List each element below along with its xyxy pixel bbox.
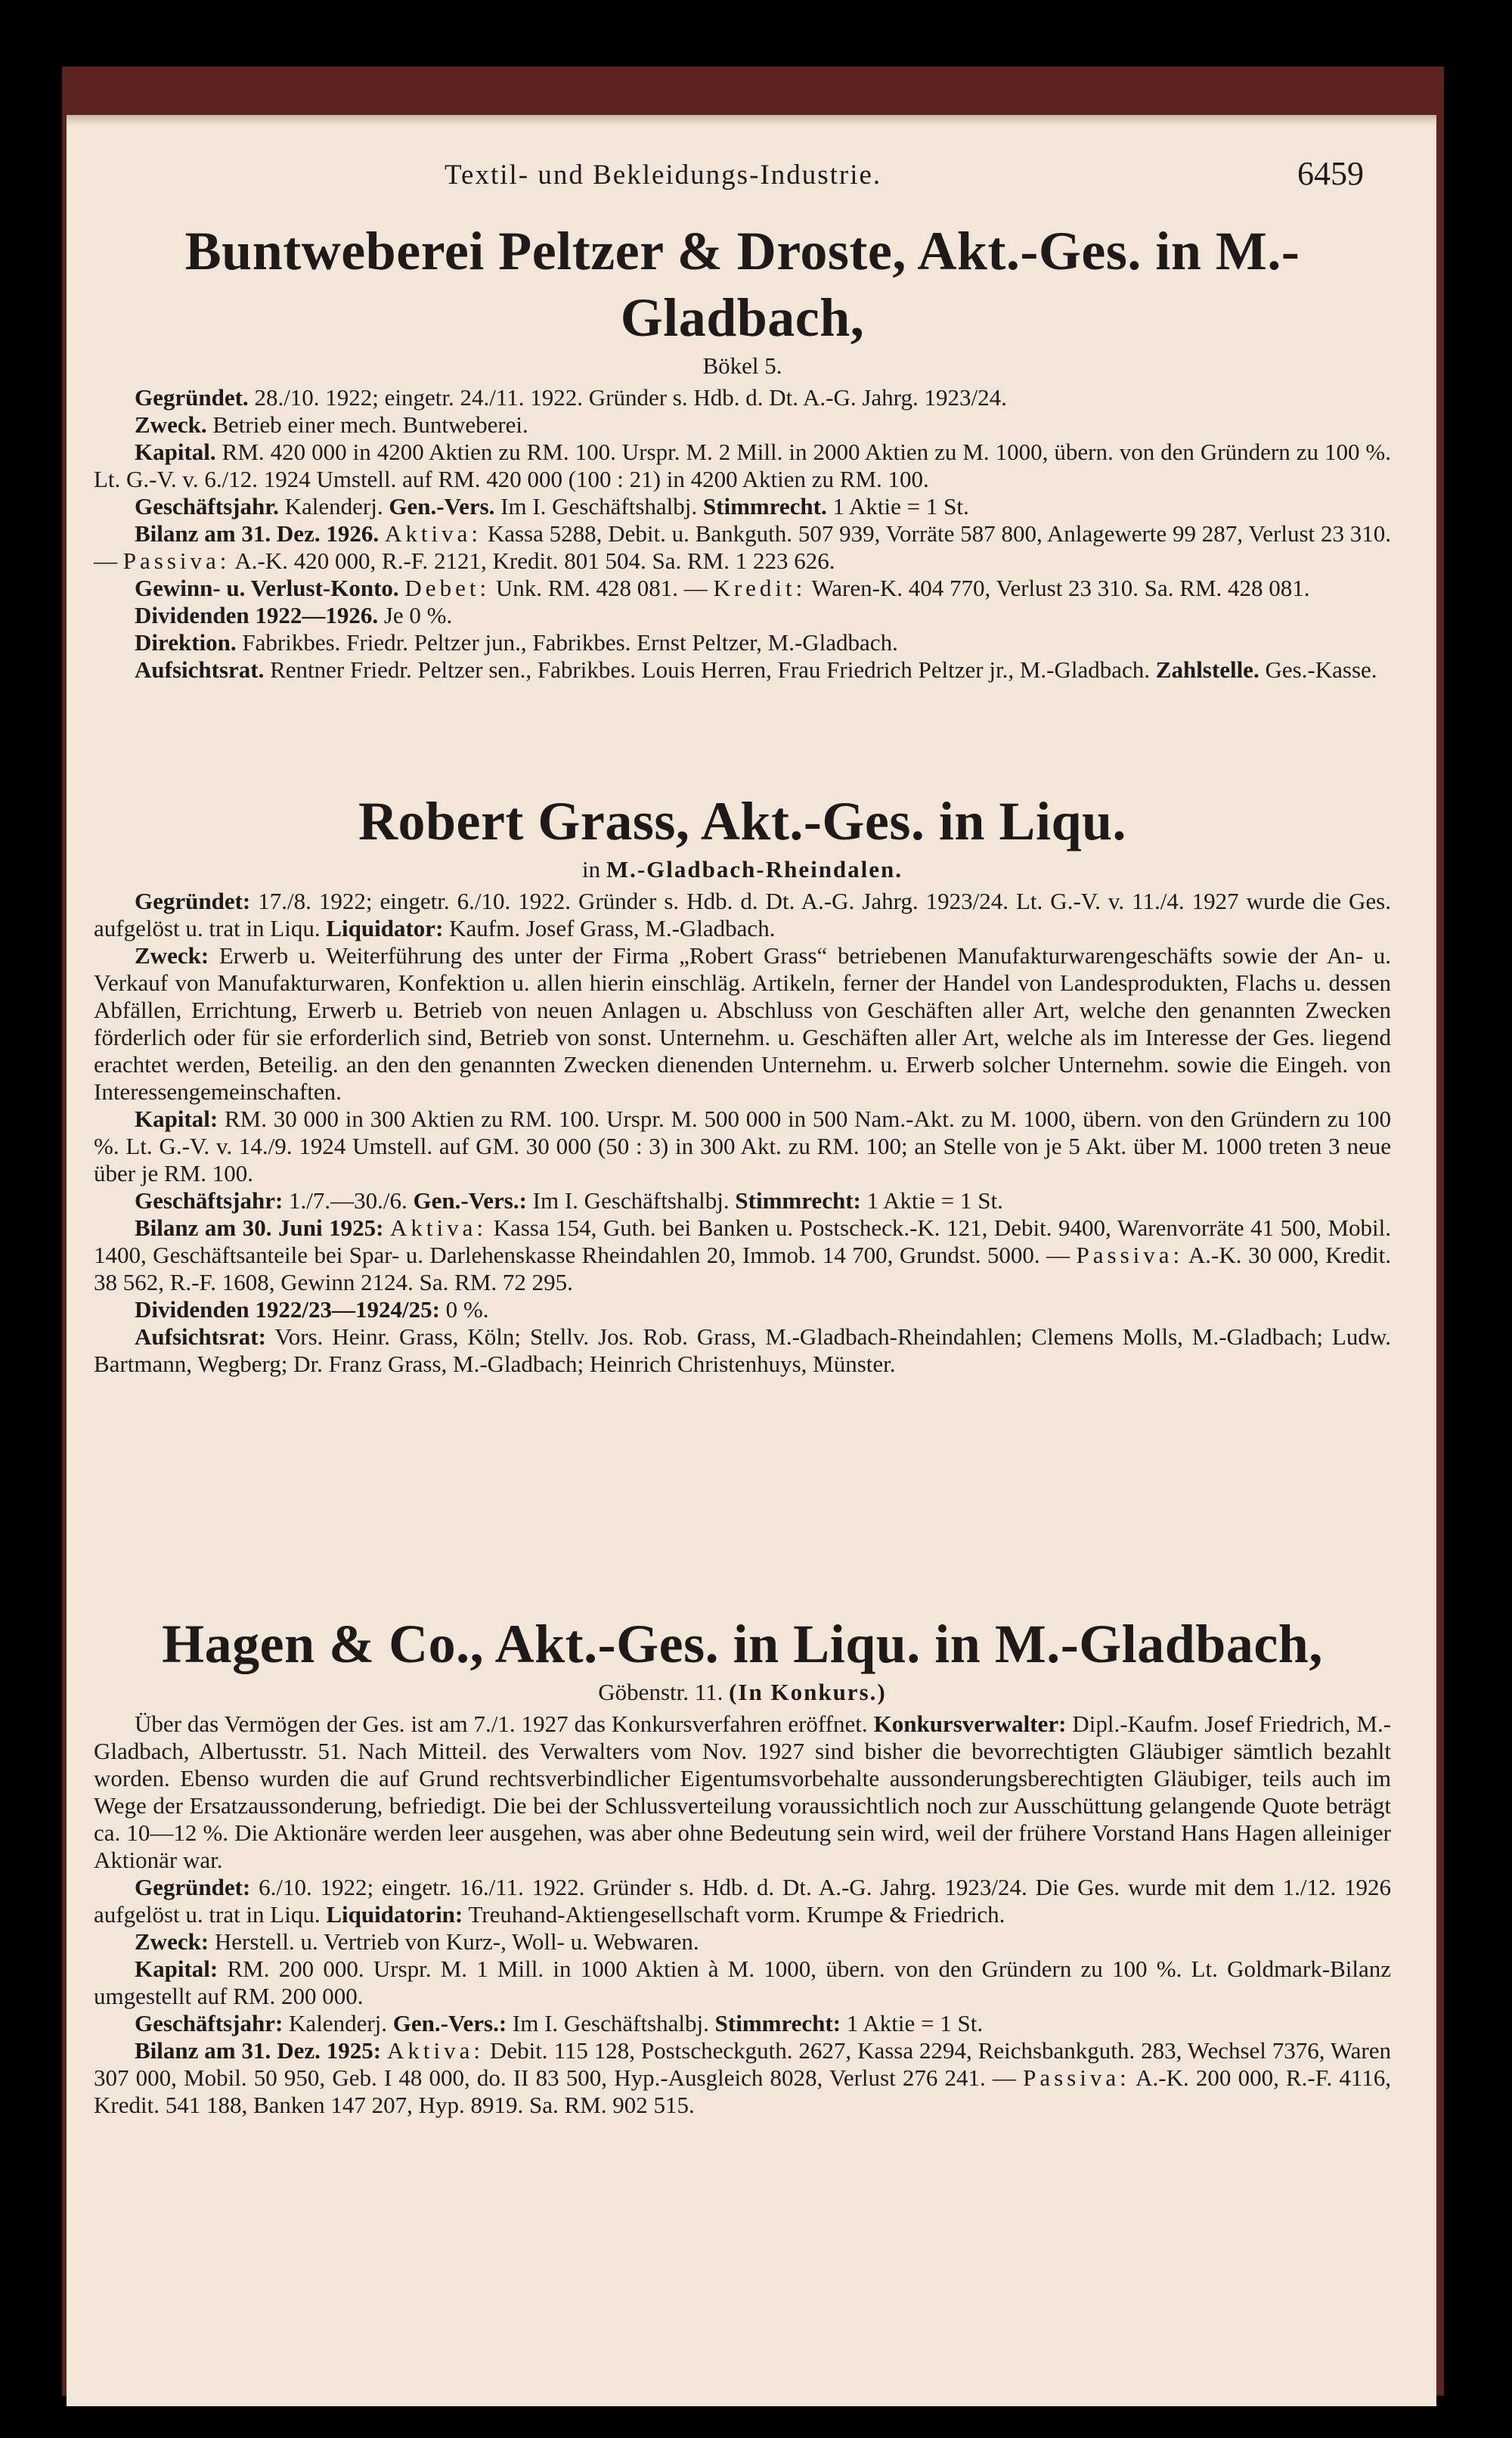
geschaeftsjahr-paragraph: Geschäftsjahr: Kalenderj. Gen.-Vers.: Im I. Geschäftshalbj. Stimmrecht: 1 Aktie = 1 St.	[135, 2010, 984, 2036]
gegruendet-paragraph: Gegründet. 28./10. 1922; eingetr. 24./11. 1922. Gründer s. Hdb. d. Dt. A.-G. Jahrg. 1923/24.	[135, 384, 1007, 411]
konkurs-badge: (In Konkurs.)	[729, 1679, 887, 1705]
company-title: Robert Grass, Akt.-Ges. in Liqu.	[358, 791, 1127, 851]
company-title: Buntweberei Peltzer & Droste, Akt.-Ges. in M.-Gladbach,	[184, 221, 1300, 348]
kapital-paragraph: Kapital: RM. 30 000 in 300 Aktien zu RM. 100. Urspr. M. 500 000 in 500 Nam.-Akt. zu M. 1000, übern. von den Gründern zu 100 %. Lt. G.-V. v. 14./9. 1924 Umstell. auf GM. 30 000 (50 : 3) in 300 Akt. zu RM. 100; an Stelle von je 5 Akt. über M. 1000 treten 3 neue über je RM. 100.	[94, 1106, 1391, 1186]
bilanz-paragraph: Bilanz am 31. Dez. 1925: Aktiva: Debit. 115 128, Postscheckguth. 2627, Kassa 2294, Reichsbankguth. 283, Wechsel 7376, Waren 307 000, Mobil. 50 950, Geb. I 48 000, do. II 83 500, Hyp.-Ausgleich 8028, Verlust 276 241. — Passiva: A.-K. 200 000, R.-F. 4116, Kredit. 541 188, Banken 147 207, Hyp. 8919. Sa. RM. 902 515.	[94, 2037, 1392, 2118]
company-address: Bökel 5.	[702, 352, 782, 379]
company-entry-robert-grass	[94, 788, 1391, 1378]
page-number: 6459	[1297, 155, 1364, 192]
company-entry-hagen-co	[94, 1611, 1391, 2119]
zweck-paragraph: Zweck: Erwerb u. Weiterführung des unter der Firma „Robert Grass“ betriebenen Manufakturwarengeschäfts sowie der An- u. Verkauf von Manufakturwaren, Konfektion u. allen hierin einschläg. Artikeln, ferner der Handel von Landesprodukten, Flachs u. dessen Abfällen, Errichtung, Erwerb u. Betrieb von neuen Anlagen u. Abschluss von Geschäften aller Art, welche den genannten Zwecken förderlich oder für sie erforderlich sind, Betrieb von sonst. Unternehm. u. Geschäften aller Art, welche als im Interesse der Ges. liegend erachtet werden, Beteilig. an den den genannten Zwecken dienenden Unternehm. u. Erwerb solcher Unternehm. sowie die Eingeh. von Interessengemeinschaften.	[94, 942, 1392, 1105]
zweck-paragraph: Zweck. Betrieb einer mech. Buntweberei.	[135, 411, 528, 438]
geschaeftsjahr-paragraph: Geschäftsjahr. Kalenderj. Gen.-Vers. Im I. Geschäftshalbj. Stimmrecht. 1 Aktie = 1 St.	[135, 493, 969, 520]
company-address: Göbenstr. 11. (In Konkurs.)	[598, 1679, 887, 1705]
bilanz-paragraph: Bilanz am 30. Juni 1925: Aktiva: Kassa 154, Guth. bei Banken u. Postscheck.-K. 121, Debit. 9400, Warenvorräte 41 500, Mobil. 1400, Geschäftsanteile bei Spar- u. Darlehenskasse Rheindahlen 20, Immob. 14 700, Grundst. 5000. — Passiva: A.-K. 30 000, Kredit. 38 562, R.-F. 1608, Gewinn 2124. Sa. RM. 72 295.	[94, 1214, 1392, 1295]
dividenden-paragraph: Dividenden 1922/23—1924/25: 0 %.	[135, 1296, 489, 1323]
zweck-paragraph: Zweck: Herstell. u. Vertrieb von Kurz-, Woll- u. Webwaren.	[135, 1928, 699, 1955]
konkurs-paragraph: Über das Vermögen der Ges. ist am 7./1. 1927 das Konkursverfahren eröffnet. Konkursverwalter: Dipl.-Kaufm. Josef Friedrich, M.-Gladbach, Albertusstr. 51. Nach Mitteil. des Verwalters vom Nov. 1927 sind bisher die bevorrechtigten Gläubiger sämtlich bezahlt worden. Ebenso wurden die auf Grund rechtsverbindlicher Eigentumsvorbehalte aussonderungsberechtigten Gläubiger, teils auch im Wege der Ersatzaussonderung, befriedigt. Die bei der Schlussverteilung voraussichtlich noch zur Ausschüttung gelangende Quote beträgt ca. 10—12 %. Die Aktionäre werden leer ausgehen, was aber ohne Bedeutung sein wird, weil der frühere Vorstand Hans Hagen alleiniger Aktionär war.	[94, 1711, 1392, 1873]
kapital-paragraph: Kapital. RM. 420 000 in 4200 Aktien zu RM. 100. Urspr. M. 2 Mill. in 2000 Aktien zu M. 1000, übern. von den Gründern zu 100 %. Lt. G.-V. v. 6./12. 1924 Umstell. auf RM. 420 000 (100 : 21) in 4200 Aktien zu RM. 100.	[94, 439, 1392, 492]
company-entry-peltzer-droste	[94, 218, 1391, 684]
section-title: Textil- und Bekleidungs-Industrie.	[445, 160, 882, 191]
kapital-paragraph: Kapital: RM. 200 000. Urspr. M. 1 Mill. in 1000 Aktien à M. 1000, übern. von den Gründern zu 100 %. Lt. Goldmark-Bilanz umgestellt auf RM. 200 000.	[94, 1956, 1392, 2009]
page-top-edge	[67, 115, 1436, 126]
running-header	[67, 155, 1436, 192]
gegruendet-paragraph: Gegründet: 6./10. 1922; eingetr. 16./11. 1922. Gründer s. Hdb. d. Dt. A.-G. Jahrg. 1923/24. Die Ges. wurde mit dem 1./12. 1926 aufgelöst u. trat in Liqu. Liquidatorin: Treuhand-Aktiengesellschaft vorm. Krumpe & Friedrich.	[94, 1874, 1392, 1928]
document-page	[67, 115, 1436, 2406]
dividenden-paragraph: Dividenden 1922—1926. Je 0 %.	[135, 602, 453, 628]
bilanz-paragraph: Bilanz am 31. Dez. 1926. Aktiva: Kassa 5288, Debit. u. Bankguth. 507 939, Vorräte 587 800, Anlagewerte 99 287, Verlust 23 310. — Passiva: A.-K. 420 000, R.-F. 2121, Kredit. 801 504. Sa. RM. 1 223 626.	[94, 520, 1392, 574]
company-location: in M.-Gladbach-Rheindalen.	[581, 856, 903, 882]
aufsichtsrat-paragraph: Aufsichtsrat. Rentner Friedr. Peltzer sen., Fabrikbes. Louis Herren, Frau Friedrich Peltzer jr., M.-Gladbach. Zahlstelle. Ges.-Kasse.	[135, 656, 1377, 683]
guv-paragraph: Gewinn- u. Verlust-Konto. Debet: Unk. RM. 428 081. — Kredit: Waren-K. 404 770, Verlust 23 310. Sa. RM. 428 081.	[135, 575, 1310, 601]
gegruendet-paragraph: Gegründet: 17./8. 1922; eingetr. 6./10. 1922. Gründer s. Hdb. d. Dt. A.-G. Jahrg. 1923/24. Lt. G.-V. v. 11./4. 1927 wurde die Ges. aufgelöst u. trat in Liqu. Liquidator: Kaufm. Josef Grass, M.-Gladbach.	[94, 888, 1391, 941]
geschaeftsjahr-paragraph: Geschäftsjahr: 1./7.—30./6. Gen.-Vers.: Im I. Geschäftshalbj. Stimmrecht: 1 Aktie = 1 St.	[135, 1187, 1003, 1214]
direktion-paragraph: Direktion. Fabrikbes. Friedr. Peltzer jun., Fabrikbes. Ernst Peltzer, M.-Gladbach.	[135, 629, 898, 656]
aufsichtsrat-paragraph: Aufsichtsrat: Vors. Heinr. Grass, Köln; Stellv. Jos. Rob. Grass, M.-Gladbach-Rheindahlen; Clemens Molls, M.-Gladbach; Ludw. Bartmann, Wegberg; Dr. Franz Grass, M.-Gladbach; Heinrich Christenhuys, Münster.	[94, 1323, 1391, 1377]
company-title: Hagen & Co., Akt.-Ges. in Liqu. in M.-Gladbach,	[162, 1614, 1323, 1674]
